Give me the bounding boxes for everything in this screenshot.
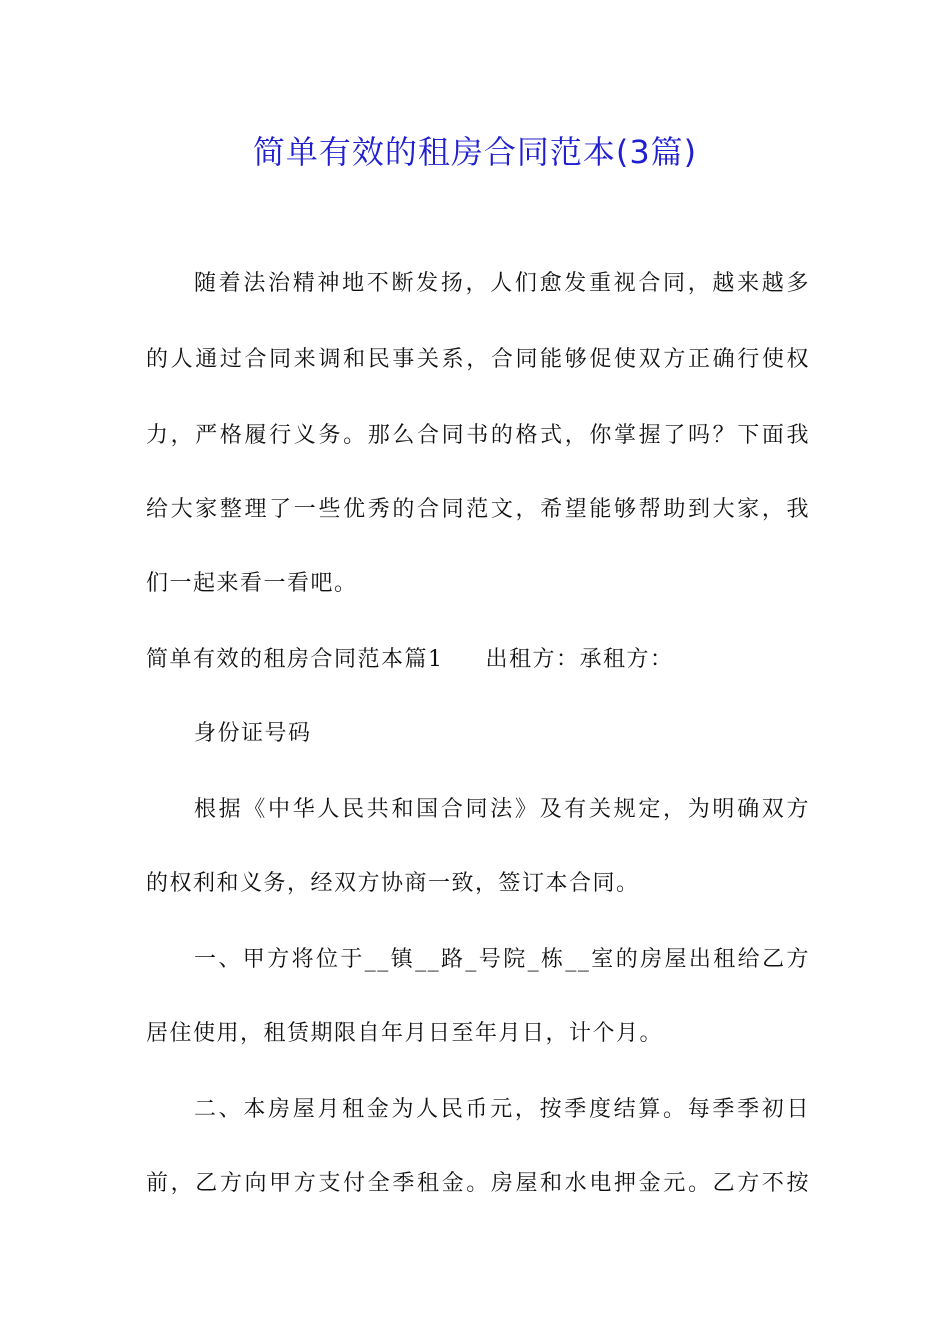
- intro-line-3: 力，严格履行义务。那么合同书的格式，你掌握了吗？下面我: [146, 423, 810, 448]
- intro-line-4: 给大家整理了一些优秀的合同范文，希望能够帮助到大家，我: [146, 497, 810, 522]
- body-line-1: 根据《中华人民共和国合同法》及有关规定，为明确双方: [194, 797, 810, 822]
- body-line-4: 居住使用，租赁期限自年月日至年月日，计个月。: [146, 1021, 664, 1046]
- id-number-line: 身份证号码: [194, 721, 312, 746]
- intro-line-5: 们一起来看一看吧。: [146, 571, 358, 596]
- section-heading: 简单有效的租房合同范本篇1: [146, 647, 444, 672]
- body-line-6: 前，乙方向甲方支付全季租金。房屋和水电押金元。乙方不按: [146, 1171, 810, 1196]
- body-line-3: 一、甲方将位于__镇__路_号院_栋__室的房屋出租给乙方: [194, 947, 810, 972]
- section-heading-row: [146, 642, 810, 678]
- body-line-5: 二、本房屋月租金为人民币元，按季度结算。每季季初日: [194, 1097, 810, 1122]
- document-title: 简单有效的租房合同范本(3篇): [252, 133, 698, 171]
- body-line-2: 的权利和义务，经双方协商一致，签订本合同。: [146, 871, 640, 896]
- intro-line-1: 随着法治精神地不断发扬，人们愈发重视合同，越来越多: [194, 271, 810, 296]
- section-parties: 出租方：承租方：: [485, 647, 674, 672]
- intro-line-2: 的人通过合同来调和民事关系，合同能够促使双方正确行使权: [146, 347, 810, 372]
